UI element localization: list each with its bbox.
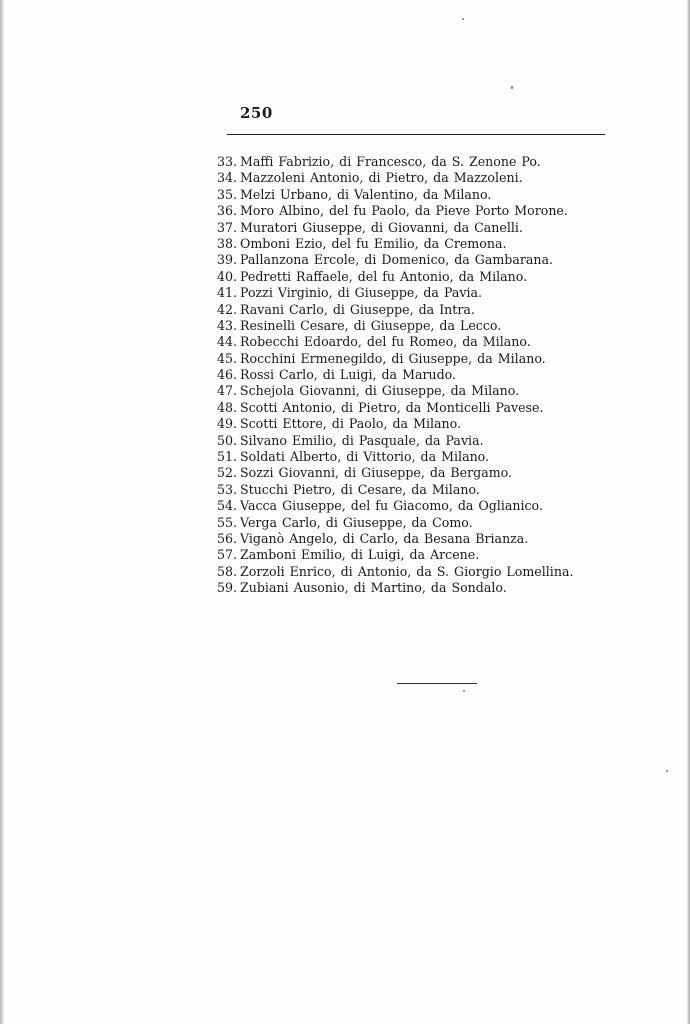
list-item bbox=[209, 269, 573, 285]
entry-text: Verga Carlo, di Giuseppe, da Como. bbox=[240, 514, 473, 530]
entry-number: 51. bbox=[216, 449, 237, 465]
header-rule bbox=[227, 134, 605, 135]
page-number: 250 bbox=[240, 104, 273, 122]
list-item bbox=[209, 252, 573, 268]
entry-text: Sozzi Giovanni, di Giuseppe, da Bergamo. bbox=[240, 465, 513, 481]
entry-number: 55. bbox=[216, 514, 237, 530]
entry-text: Pallanzona Ercole, di Domenico, da Gambarana. bbox=[240, 252, 554, 268]
entry-text: Zorzoli Enrico, di Antonio, da S. Giorgio Lomellina. bbox=[240, 563, 574, 579]
closing-rule bbox=[397, 683, 477, 684]
entry-text: Zubiani Ausonio, di Martino, da Sondalo. bbox=[240, 580, 507, 596]
entry-number: 49. bbox=[216, 416, 237, 432]
entry-number: 52. bbox=[216, 465, 237, 481]
entry-text: Pozzi Virginio, di Giuseppe, da Pavia. bbox=[240, 285, 483, 301]
entry-number: 46. bbox=[216, 367, 237, 383]
paper-speck bbox=[462, 18, 464, 20]
list-item bbox=[209, 547, 573, 563]
entry-number: 42. bbox=[216, 301, 237, 317]
list-item bbox=[209, 400, 573, 416]
paper-speck bbox=[511, 86, 513, 89]
entry-number: 38. bbox=[216, 235, 237, 251]
entry-text: Moro Albino, del fu Paolo, da Pieve Porto Morone. bbox=[240, 203, 568, 219]
entry-text: Melzi Urbano, di Valentino, da Milano. bbox=[240, 186, 492, 202]
list-item bbox=[209, 203, 573, 219]
list-item bbox=[209, 465, 573, 481]
entry-number: 44. bbox=[216, 334, 237, 350]
entry-text: Ravani Carlo, di Giuseppe, da Intra. bbox=[240, 301, 475, 317]
entry-number: 57. bbox=[216, 547, 237, 563]
name-list bbox=[209, 154, 573, 597]
list-item bbox=[209, 449, 573, 465]
list-item bbox=[209, 154, 573, 170]
entry-text: Scotti Ettore, di Paolo, da Milano. bbox=[240, 416, 462, 432]
entry-number: 35. bbox=[216, 186, 237, 202]
entry-number: 33. bbox=[216, 154, 237, 169]
list-item bbox=[209, 515, 573, 531]
entry-number: 47. bbox=[216, 383, 237, 399]
entry-text: Vacca Giuseppe, del fu Giacomo, da Oglianico. bbox=[240, 498, 543, 514]
entry-number: 40. bbox=[216, 268, 237, 284]
entry-number: 50. bbox=[216, 432, 237, 448]
list-item bbox=[209, 564, 573, 580]
entry-text: Muratori Giuseppe, di Giovanni, da Canelli. bbox=[240, 219, 523, 235]
paper-speck bbox=[666, 770, 668, 772]
list-item bbox=[209, 236, 573, 252]
entry-number: 36. bbox=[216, 203, 237, 219]
entry-text: Pedretti Raffaele, del fu Antonio, da Milano. bbox=[240, 268, 528, 284]
entry-text: Mazzoleni Antonio, di Pietro, da Mazzoleni. bbox=[240, 170, 523, 186]
entry-text: Robecchi Edoardo, del fu Romeo, da Milano. bbox=[240, 334, 531, 350]
list-item bbox=[209, 170, 573, 186]
list-item bbox=[209, 285, 573, 301]
page-left-edge bbox=[0, 0, 4, 1024]
entry-number: 56. bbox=[216, 530, 237, 546]
entry-text: Silvano Emilio, di Pasquale, da Pavia. bbox=[240, 432, 484, 448]
paper-speck bbox=[463, 690, 465, 692]
list-item bbox=[209, 416, 573, 432]
entry-text: Omboni Ezio, del fu Emilio, da Cremona. bbox=[240, 235, 507, 251]
list-item bbox=[209, 531, 573, 547]
list-item bbox=[209, 302, 573, 318]
entry-number: 39. bbox=[216, 252, 237, 268]
list-item bbox=[209, 220, 573, 236]
entry-number: 48. bbox=[216, 399, 237, 415]
list-item bbox=[209, 482, 573, 498]
entry-text: Viganò Angelo, di Carlo, da Besana Brianza. bbox=[240, 530, 529, 546]
list-item bbox=[209, 187, 573, 203]
entry-text: Zamboni Emilio, di Luigi, da Arcene. bbox=[240, 547, 480, 563]
entry-text: Schejola Giovanni, di Giuseppe, da Milano. bbox=[240, 383, 520, 399]
entry-number: 59. bbox=[216, 580, 237, 596]
list-item bbox=[209, 334, 573, 350]
list-item bbox=[209, 367, 573, 383]
list-item bbox=[209, 318, 573, 334]
entry-number: 41. bbox=[216, 285, 237, 301]
entry-number: 43. bbox=[216, 317, 237, 333]
entry-number: 53. bbox=[216, 481, 237, 497]
entry-number: 45. bbox=[216, 350, 237, 366]
entry-text: Stucchi Pietro, di Cesare, da Milano. bbox=[240, 481, 480, 497]
entry-text: Rossi Carlo, di Luigi, da Marudo. bbox=[240, 367, 457, 383]
entry-number: 34. bbox=[216, 170, 237, 186]
list-item bbox=[209, 498, 573, 514]
list-item bbox=[209, 580, 573, 596]
entry-number: 54. bbox=[216, 498, 237, 514]
entry-number: 58. bbox=[216, 563, 237, 579]
list-item bbox=[209, 383, 573, 399]
entry-text: Soldati Alberto, di Vittorio, da Milano. bbox=[240, 449, 490, 465]
entry-number: 37. bbox=[216, 219, 237, 235]
entry-text: Rocchini Ermenegildo, di Giuseppe, da Milano. bbox=[240, 350, 546, 366]
entry-text: Scotti Antonio, di Pietro, da Monticelli Pavese. bbox=[240, 399, 544, 415]
entry-text: Maffi Fabrizio, di Francesco, da S. Zenone Po. bbox=[240, 154, 541, 169]
list-item bbox=[209, 433, 573, 449]
entry-text: Resinelli Cesare, di Giuseppe, da Lecco. bbox=[240, 317, 502, 333]
list-item bbox=[209, 351, 573, 367]
